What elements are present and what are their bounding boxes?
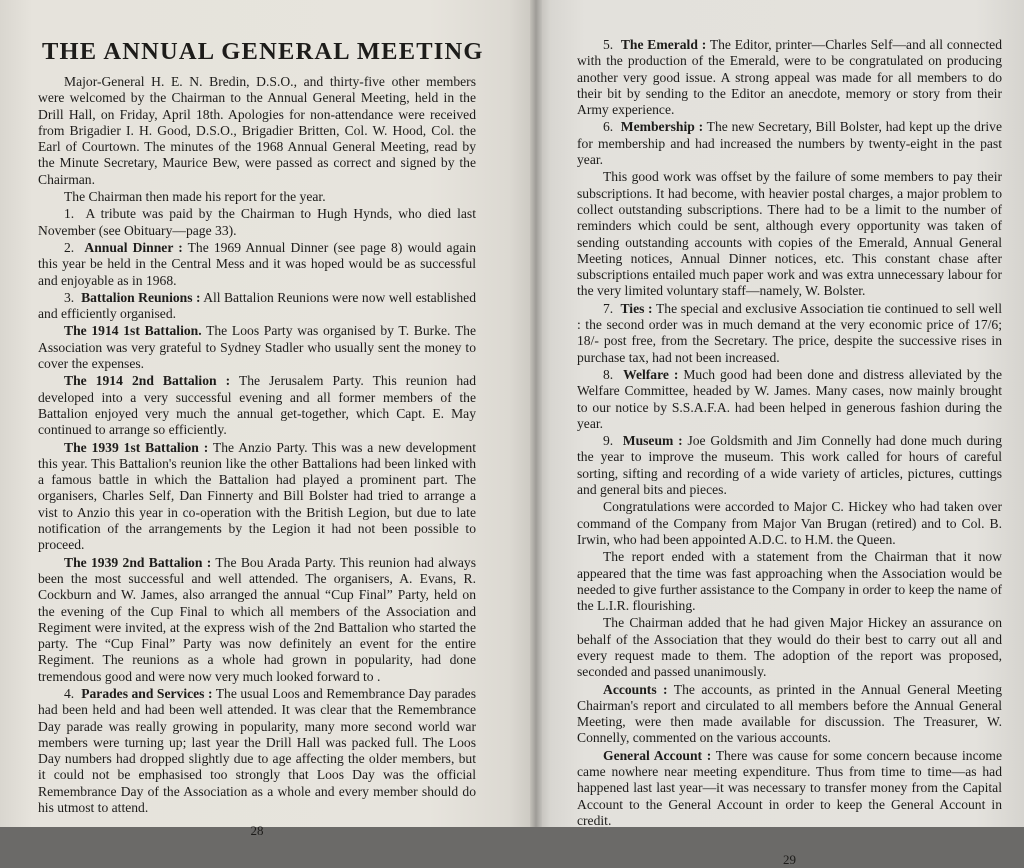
paragraph-text: The accounts, as printed in the Annual General Meeting Chairman's report and circulated to all members before the Annual General Meeting, were then made available for discussion. The Treasurer, W. Connelly, commented on the various accounts. [577,681,1003,746]
paragraph [38,74,476,188]
item-number: 3. [64,289,75,305]
page-title: THE ANNUAL GENERAL MEETING [42,38,484,65]
paragraph [38,440,476,554]
paragraph [38,555,476,685]
paragraph-text: This good work was offset by the failure of some members to pay their subscriptions. It had become, with heavier postal charges, a major problem to collect outstanding subscriptions. There had to be a limit to the number of reminders which could be sent, although every opportunity was taken of sending outstanding accounts with copies of the Emerald, Annual General Meeting notices, Annual Dinner notices, etc. This constant chase after subscriptions entailed much paper work and was extra unnecessary labour for the very limited voluntary staff—namely, W. Bolster. [577,169,1002,299]
section-heading: Battalion Reunions : [81,289,201,305]
paragraph-text: The Loos Party was organised by T. Burke. The Association was very grateful to Sydney Stadler who usually sent the money to cover the expenses. [38,323,477,372]
right-page-column [577,37,1002,868]
section-heading: The Emerald : [620,37,707,52]
paragraph-text: A tribute was paid by the Chairman to Hugh Hynds, who died last November (see Obituary—page 33). [38,206,476,238]
paragraph [38,323,476,372]
item-number: 8. [603,366,614,382]
paragraph [577,119,1002,168]
paragraph-text: Joe Goldsmith and Jim Connelly had done much during the year to improve the museum. This work called for hours of careful sorting, sifting and recording of a wide variety of articles, pictures, cuttings and general bits and pieces. [577,433,1002,498]
left-page-column [38,38,484,839]
section-heading: Museum : [622,433,683,449]
paragraph [577,37,1002,118]
item-number: 1. [64,206,75,222]
paragraph [577,301,1002,366]
paragraph [38,686,476,816]
paragraph-text: The 1969 Annual Dinner (see page 8) would again this year be held in the Central Mess and it was hoped would be as successful and enjoyable as in 1968. [38,239,476,288]
paragraph [38,189,476,205]
paragraph-text: There was cause for some concern because income came nowhere near meeting expenditure. Thus from time to time—as had happened last last year—it was necessary to transfer money from the Capital Account to the General Account in order to keep the General Account in credit. [577,747,1003,828]
paragraph-text: The report ended with a statement from the Chairman that it now appeared that the time was fast approaching when the Association would be needed to give further assistance to the Company in order to keep the name of the L.I.R. flourishing. [577,549,1002,614]
section-heading: Membership : [620,119,704,135]
right-page [536,0,1024,868]
item-number: 6. [603,119,614,135]
item-number: 7. [603,300,614,316]
paragraph-text: The Bou Arada Party. This reunion had always been the most successful and well attended. The organisers, A. Evans, R. Cockburn and W. James, also arranged the annual “Cup Final” Party, held on the evening of the Cup Final to which all members of the Association and Regiment were invited, at the express wish of the 2nd Battalion who started the party. The “Cup Final” Party was now definitely an event for the entire Regiment. The reunions as a whole had grown in popularity, had done tremendous good and were now very much looked forward to . [38,554,476,684]
section-heading: General Account : [603,747,712,763]
section-heading: The 1914 2nd Battalion : [64,373,231,389]
left-page-body [38,74,476,817]
paragraph-text: The Anzio Party. This was a new development this year. This Battalion's reunion like the other Battalions had been linked with a famous battle in which the Battalion had played a prominent part. The organisers, Charles Self, Dan Finnerty and Bill Bolster had tried to arrange a vist to Anzio this year in co-operation with the British Legion, but due to late notification of the arrangements by the Legion it had not been possible to proceed. [38,439,477,553]
paragraph [577,169,1002,299]
paragraph [577,433,1002,498]
paragraph [38,373,476,438]
section-heading: Parades and Services : [81,685,213,701]
paragraph-text: All Battalion Reunions were now well established and efficiently organised. [38,289,476,322]
paragraph-text: Much good had been done and distress alleviated by the Welfare Committee, headed by W. James. Many cases, now mainly brought to our notice by S.S.A.F.A. had been helped in generous fashion during the year. [577,366,1002,431]
paragraph [577,549,1002,614]
paragraph [38,206,476,239]
item-number: 9. [603,433,614,449]
section-heading: The 1914 1st Battalion. [64,323,202,339]
paragraph [38,240,476,289]
item-number: 4. [64,685,75,701]
paragraph-text: Congratulations were accorded to Major C. Hickey who had taken over command of the Company from Major Van Brugan (retired) and to Col. B. Irwin, who had been appointed A.D.C. to H.M. the Queen. [577,499,1002,547]
paragraph-text: The Chairman added that he had given Major Hickey an assurance on behalf of the Association that they would do their best to carry out all and every request made to them. The adoption of the report was proposed, seconded and passed unanimously. [577,615,1002,680]
paragraph-text: The new Secretary, Bill Bolster, had kept up the drive for membership and had increased the numbers by twenty-eight in the past year. [577,119,1003,168]
paragraph [577,682,1002,747]
paragraph-text: Major-General H. E. N. Bredin, D.S.O., and thirty-five other members were welcomed by the Chairman to the Annual General Meeting, held in the Drill Hall, on Friday, April 18th. Apologies for non-attendance were received from Brigadier I. H. Good, D.S.O., Brigadier Britten, Col. W. Hood, Col. the Earl of Courtown. The minutes of the 1968 Annual General Meeting, read by the Minute Secretary, Maurice Bew, were passed as correct and signed by the Chairman. [38,74,476,187]
section-heading: Ties : [620,300,653,316]
paragraph-text: The special and exclusive Association tie continued to sell well : the second order was in much demand at the very economic price of 17/6; 18/- post free, from the Secretary. The price, despite the successive rises in purchase tax, had not been increased. [577,300,1003,365]
paragraph [577,615,1002,680]
section-heading: The 1939 2nd Battalion : [64,554,212,570]
page-number: 28 [250,823,264,839]
page-number: 29 [783,852,796,868]
section-heading: The 1939 1st Battalion : [64,439,209,455]
item-number: 5. [603,37,614,52]
paragraph [38,290,476,323]
paragraph [577,499,1002,548]
section-heading: Welfare : [623,366,679,382]
paragraph [577,748,1002,829]
section-heading: Annual Dinner : [84,239,183,255]
book-spine [530,0,542,827]
right-page-body [577,37,1002,830]
section-heading: Accounts : [603,681,668,697]
paragraph-text: The usual Loos and Remembrance Day parades had been held and had been well attended. It was clear that the Remembrance Day parade was really growing in popularity, many more second world war members were turning up; last year the Drill Hall was packed full. The Loos Day numbers had dropped slightly due to age affecting the older members, but it could not be emphasised too strongly that Loos Day was the official Remembrance Day of the Association as a whole and every member should do his utmost to attend. [38,685,476,816]
paragraph [577,367,1002,432]
paragraph-text: The Chairman then made his report for the year. [64,189,326,205]
paragraph-text: The Jerusalem Party. This reunion had developed into a very successful evening and all former members of the Battalion enjoyed very much the annual get-together, which Capt. E. May continued to arrange so efficiently. [38,373,476,438]
paragraph-text: The Editor, printer—Charles Self—and all connected with the production of the Emerald, were to be congratulated on producing another very good issue. A strong appeal was made for all members to do their bit by sending to the Editor an anecdote, memory or story from their Army experience. [577,37,1002,118]
item-number: 2. [64,239,75,255]
